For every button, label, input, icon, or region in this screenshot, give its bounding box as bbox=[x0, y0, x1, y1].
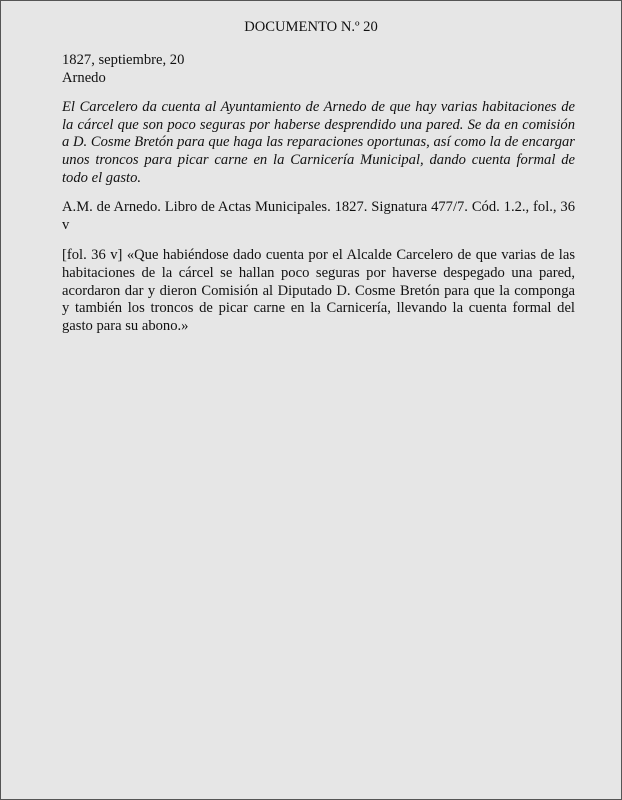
document-date: 1827, septiembre, 20 bbox=[62, 52, 185, 68]
document-source: A.M. de Arnedo. Libro de Actas Municipales. 1827. Signatura 477/7. Cód. 1.2., fol., 36 v bbox=[62, 199, 575, 233]
document-content bbox=[62, 52, 575, 335]
document-title: DOCUMENTO N.º 20 bbox=[244, 19, 378, 35]
document-body: [fol. 36 v] «Que habiéndose dado cuenta por el Alcalde Carcelero de que varias de las habitaciones de la cárcel se hallan poco seguras por haverse despegado una pared, acordaron dar y dieron Comisión al Diputado D. Cosme Bretón para que la componga y también los troncos de picar carne en la Carnicería, llevando la cuenta formal del gasto para su abono.» bbox=[62, 247, 575, 334]
document-place: Arnedo bbox=[62, 69, 106, 86]
document-summary: El Carcelero da cuenta al Ayuntamiento de Arnedo de que hay varias habitaciones de la cárcel que son poco seguras por haberse desprendido una pared. Se da en comisión a D. Cosme Bretón para que haga las reparaciones oportunas, así como la de encargar unos troncos para picar carne en la Carnicería Municipal, dando cuenta formal de todo el gasto. bbox=[62, 99, 575, 186]
